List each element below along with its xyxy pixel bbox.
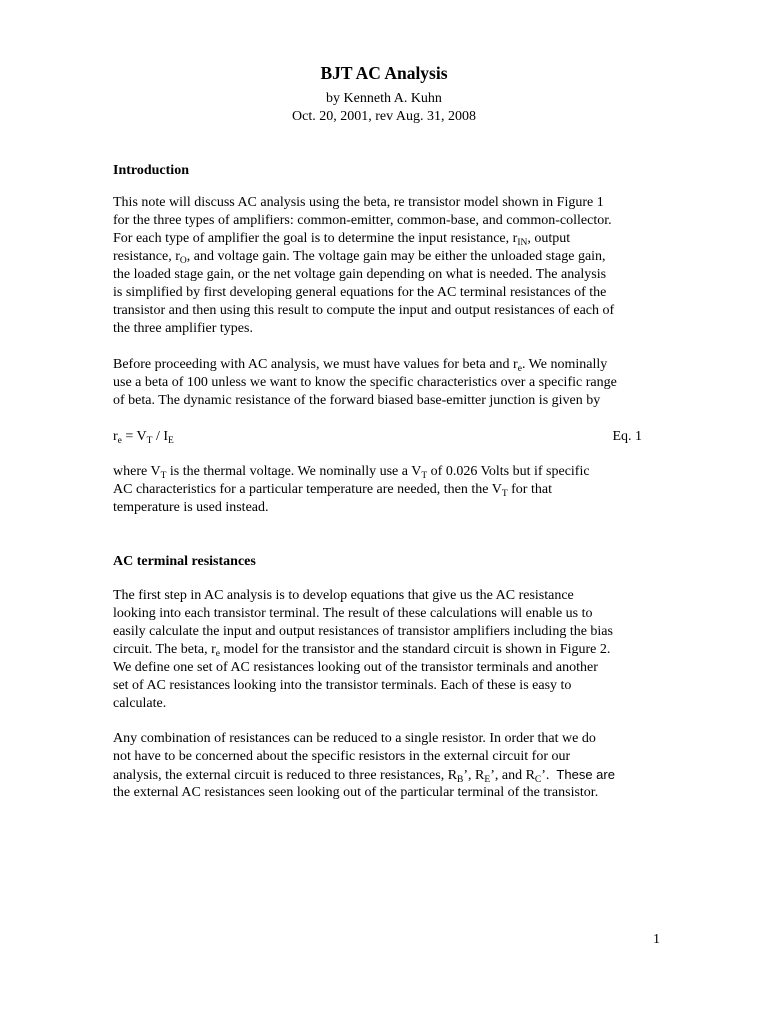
text-line: not have to be concerned about the specific resistors in the external circuit for our <box>113 749 571 764</box>
equation-expression: $r_e = V_T / I_E$ <box>113 429 174 446</box>
text-line: easily calculate the input and output resistances of transistor amplifiers including the bias <box>113 624 613 639</box>
text-line: analysis, the external circuit is reduced to three resistances, $R_B$’, $R_E$’, and $R_C$’. These are <box>113 767 615 785</box>
text-line: circuit. The beta, $r_e$ model for the transistor and the standard circuit is shown in Figure 2. <box>113 642 611 659</box>
terminal-paragraph-1 <box>113 587 653 713</box>
text-line: the external AC resistances seen looking out of the particular terminal of the transistor. <box>113 785 599 800</box>
text-line: looking into each transistor terminal. The result of these calculations will enable us to <box>113 606 593 621</box>
document-title: BJT AC Analysis <box>320 63 448 83</box>
terminal-paragraph-2 <box>113 730 653 802</box>
text-line: where $V_T$ is the thermal voltage. We nominally use a $V_T$ of 0.026 Volts but if specific <box>113 464 590 481</box>
text-line: calculate. <box>113 696 167 711</box>
text-line: For each type of amplifier the goal is to determine the input resistance, $r_{IN}$, output <box>113 231 571 248</box>
text-line: AC characteristics for a particular temperature are needed, then the $V_T$ for that <box>113 482 552 499</box>
text-line: Any combination of resistances can be reduced to a single resistor. In order that we do <box>113 731 596 746</box>
text-line: for the three types of amplifiers: common-emitter, common-base, and common-collector. <box>113 213 612 228</box>
text-line: use a beta of 100 unless we want to know the specific characteristics over a specific range <box>113 375 617 390</box>
text-line: set of AC resistances looking into the transistor terminals. Each of these is easy to <box>113 678 572 693</box>
text-line: resistance, $r_O$, and voltage gain. The voltage gain may be either the unloaded stage gain, <box>113 249 606 266</box>
equation-number: Eq. 1 <box>612 429 642 444</box>
intro-paragraph-2 <box>113 356 653 410</box>
intro-paragraph-3 <box>113 463 653 517</box>
text-line: transistor and then using this result to compute the input and output resistances of each of <box>113 303 615 318</box>
page-number: 1 <box>653 932 660 947</box>
text-line: of beta. The dynamic resistance of the forward biased base-emitter junction is given by <box>113 393 601 408</box>
text-line: Before proceeding with AC analysis, we must have values for beta and $r_e$. We nominally <box>113 357 608 374</box>
text-line: the three amplifier types. <box>113 321 253 336</box>
equation-1 <box>113 428 642 446</box>
intro-paragraph-1 <box>113 194 653 338</box>
author-line: by Kenneth A. Kuhn <box>326 91 442 106</box>
text-line: We define one set of AC resistances looking out of the transistor terminals and another <box>113 660 598 675</box>
text-line: the loaded stage gain, or the net voltage gain depending on what is needed. The analysis <box>113 267 607 282</box>
text-line: The first step in AC analysis is to develop equations that give us the AC resistance <box>113 588 574 603</box>
introduction-heading: Introduction <box>113 163 189 178</box>
text-line: This note will discuss AC analysis using the beta, re transistor model shown in Figure 1 <box>113 195 604 210</box>
ac-terminal-resistances-heading: AC terminal resistances <box>113 554 256 569</box>
text-line: temperature is used instead. <box>113 500 269 515</box>
text-line: is simplified by first developing general equations for the AC terminal resistances of the <box>113 285 607 300</box>
date-line: Oct. 20, 2001, rev Aug. 31, 2008 <box>292 109 476 124</box>
